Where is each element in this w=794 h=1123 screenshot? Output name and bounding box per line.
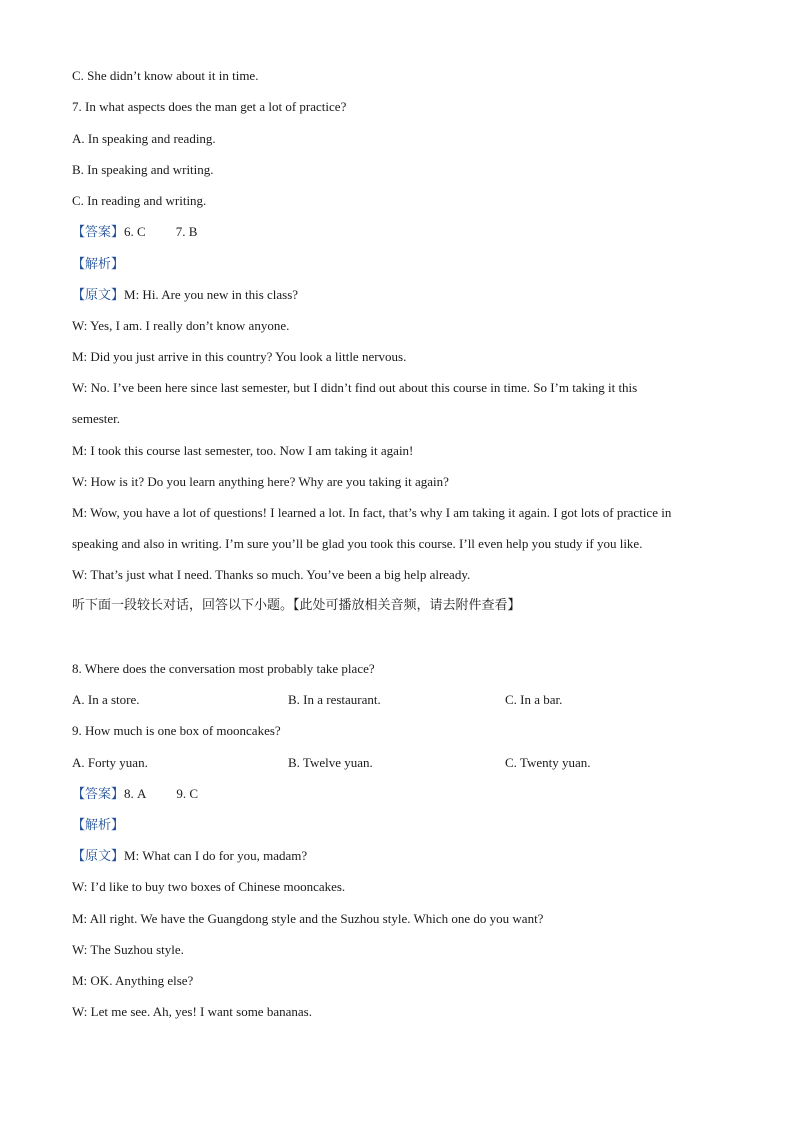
- transcript-text: M: What can I do for you, madam?: [124, 848, 308, 863]
- transcript-line: M: All right. We have the Guangdong style and the Suzhou style. Which one do you want?: [72, 911, 544, 926]
- answer-line-6-7: [72, 224, 197, 241]
- option-6c: C. She didn’t know about it in time.: [72, 68, 259, 83]
- transcript-line: semester.: [72, 411, 121, 426]
- transcript-text: M: Hi. Are you new in this class?: [124, 287, 299, 302]
- option-7a: A. In speaking and reading.: [72, 131, 216, 146]
- option-9b: B. Twelve yuan.: [288, 755, 373, 770]
- transcript-line: [72, 287, 298, 304]
- transcript-tag: 【原文】: [72, 288, 125, 303]
- analysis-tag: 【解析】: [72, 257, 125, 272]
- transcript-line: W: Let me see. Ah, yes! I want some bananas.: [72, 1004, 312, 1019]
- question-9: 9. How much is one box of mooncakes?: [72, 723, 281, 738]
- analysis-tag: 【解析】: [72, 818, 125, 833]
- question-7: 7. In what aspects does the man get a lot of practice?: [72, 99, 347, 114]
- answer-9: 9. C: [176, 786, 199, 801]
- transcript-line: [72, 848, 307, 865]
- answer-tag: 【答案】: [72, 225, 125, 240]
- analysis-tag-6-7: [72, 256, 124, 273]
- listening-instruction: 听下面一段较长对话，回答以下小题。【此处可播放相关音频，请去附件查看】: [72, 598, 521, 613]
- transcript-line: M: I took this course last semester, too. Now I am taking it again!: [72, 443, 414, 458]
- answer-line-8-9: [72, 786, 198, 803]
- question-8: 8. Where does the conversation most probably take place?: [72, 661, 375, 676]
- option-9a: A. Forty yuan.: [72, 755, 148, 770]
- option-8c: C. In a bar.: [505, 692, 563, 707]
- transcript-line: W: I’d like to buy two boxes of Chinese mooncakes.: [72, 879, 346, 894]
- transcript-line: W: Yes, I am. I really don’t know anyone.: [72, 318, 290, 333]
- transcript-line: M: OK. Anything else?: [72, 973, 194, 988]
- transcript-line: speaking and also in writing. I’m sure you’ll be glad you took this course. I’ll even help you study if you like.: [72, 536, 643, 551]
- answer-7: 7. B: [175, 224, 198, 239]
- option-9c: C. Twenty yuan.: [505, 755, 591, 770]
- transcript-line: W: That’s just what I need. Thanks so much. You’ve been a big help already.: [72, 567, 471, 582]
- option-8b: B. In a restaurant.: [288, 692, 381, 707]
- option-7b: B. In speaking and writing.: [72, 162, 214, 177]
- answer-tag: 【答案】: [72, 787, 125, 802]
- transcript-tag: 【原文】: [72, 849, 125, 864]
- answer-6: 6. C: [124, 224, 146, 239]
- analysis-tag-8-9: [72, 817, 124, 834]
- transcript-line: M: Did you just arrive in this country? You look a little nervous.: [72, 349, 407, 364]
- transcript-line: W: How is it? Do you learn anything here? Why are you taking it again?: [72, 474, 449, 489]
- transcript-line: W: The Suzhou style.: [72, 942, 184, 957]
- answer-8: 8. A: [124, 786, 147, 801]
- option-7c: C. In reading and writing.: [72, 193, 207, 208]
- option-8a: A. In a store.: [72, 692, 140, 707]
- transcript-line: M: Wow, you have a lot of questions! I learned a lot. In fact, that’s why I am taking it again. I got lots of practice in: [72, 505, 672, 520]
- transcript-line: W: No. I’ve been here since last semester, but I didn’t find out about this course in time. So I’m taking it this: [72, 380, 638, 395]
